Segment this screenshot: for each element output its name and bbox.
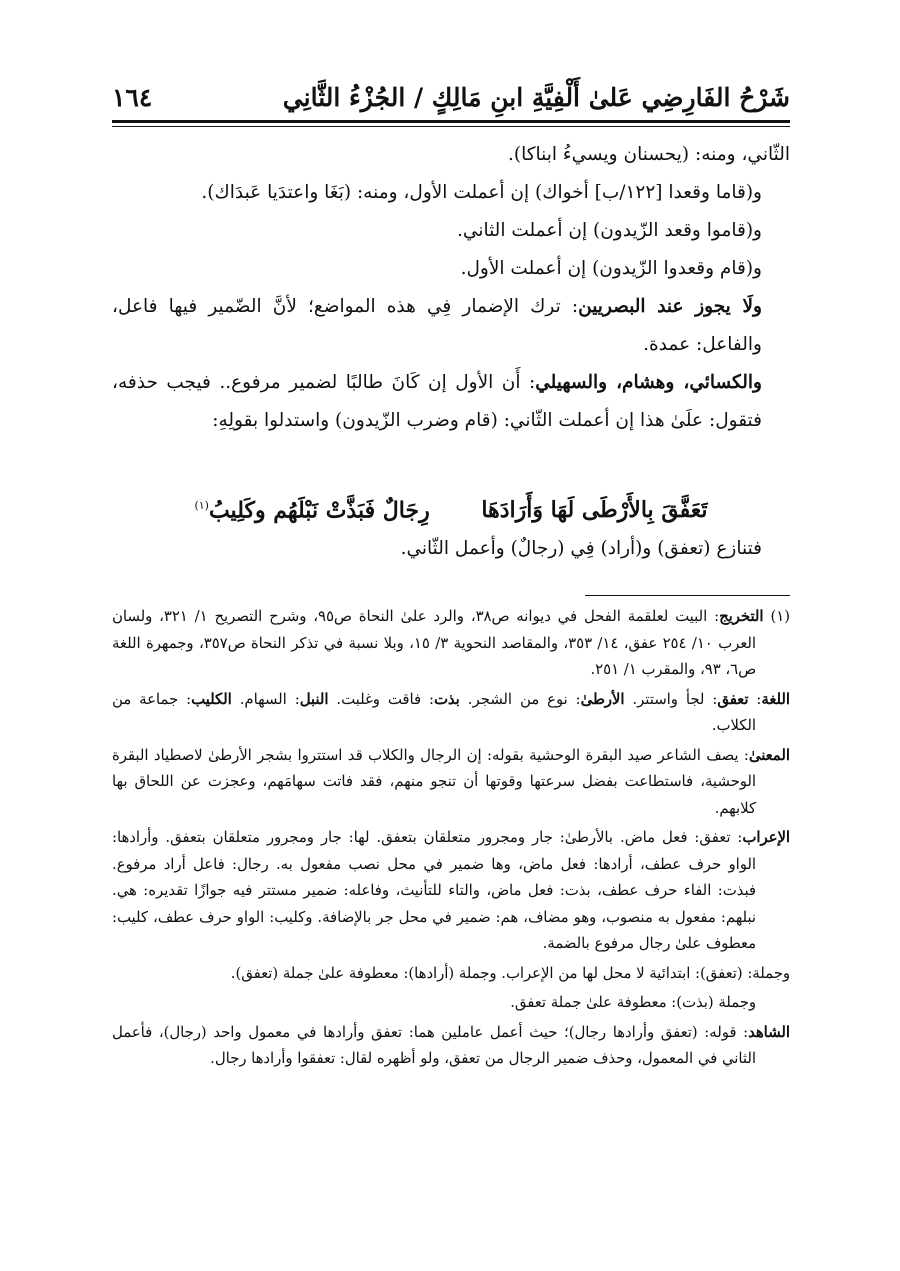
footnote-irab (112, 825, 790, 958)
footnote-text: : تعفق: فعل ماض. بالأرطىٰ: جار ومجرور متعلقان بتعفق. لها: جار ومجرور متعلقان بتعفق. وأرادها: الواو حرف عطف، أرادها: فعل ماض، وها ضمير في محل نصب مفعول به. رجال: فاعل أراد مرفوع. فبذت: الفاء حرف عطف، بذت: فعل ماض، والتاء للتأنيث، وفاعله: ضمير مستتر فيه جوازًا تقديره: هي. نبلهم: مفعول به منصوب، وهو مضاف، هم: ضمير في محل جر بالإضافة. وكليب: الواو حرف عطف، كليب: معطوف علىٰ رجال مرفوع بالضمة. (112, 829, 756, 952)
text-line: و(قاموا وقعد الزّيدون) إن أعملت الثاني. (457, 220, 762, 241)
verse-hemistich-first: تَعَفَّقَ بِالأَرْطَى لَهَا وَأَرَادَهَا (481, 497, 708, 524)
book-title: شَرْحُ الفَارِضِي عَلىٰ أَلْفِيَّةِ ابنِ مَالِكٍ / الجُزْءُ الثَّانِي (282, 83, 790, 112)
gloss-text: : لجأ واستتر. (624, 690, 718, 708)
footnote-number: (١) (770, 608, 790, 625)
footnote-separator (585, 595, 790, 596)
footnote-jumla: وجملة (بذت): معطوفة علىٰ جملة تعفق. (510, 994, 756, 1011)
header-rule-thick (112, 120, 790, 123)
gloss-word: تعفق (717, 690, 749, 708)
footnote-text: : البيت لعلقمة الفحل في ديوانه ص٣٨، والرد علىٰ النحاة ص٩٥، وشرح التصريح ١/ ٣٢١، ولسان العرب ١٠/ ٢٥٤ عفق، ١٤/ ٣٥٣، والمقاصد النحوية ٣/ ١٥، وبلا نسبة في تذكر النحاة ص٣٥٧، وجمهرة اللغة ص٦، ٩٣، والمقرب ١/ ٢٥١. (112, 608, 756, 678)
header-rule-thin (112, 126, 790, 127)
footnote-maana (112, 743, 790, 823)
footnote-label: الشاهد (748, 1023, 790, 1041)
footnotes (112, 604, 790, 1076)
running-header (112, 78, 790, 118)
paragraph-text: : ترك الإضمار فِي هذه المواضع؛ لأنَّ الضّمير فيها فاعل، والفاعل: عمدة. (112, 296, 762, 355)
text-paragraph (112, 364, 790, 440)
footnote-lugha (112, 687, 790, 740)
gloss-word: بذت (433, 690, 460, 708)
bold-lead: ولَا يجوز عند البصريين (578, 296, 762, 317)
footnote-label: اللغة (761, 690, 790, 708)
gloss-text: : فاقت وغلبت. (328, 690, 434, 708)
text-line: و(قام وقعدوا الزّيدون) إن أعملت الأول. (460, 258, 762, 279)
page-number: ١٦٤ (112, 83, 153, 112)
hemistich-text: رِجَالٌ فَبَذَّتْ نَبْلَهُم وكَلِيبُ (208, 497, 430, 524)
footnote-text: : قوله: (تعفق وأرادها رجال)؛ حيث أعمل عاملين هما: تعفق وأرادها في معمول واحد (رجال)، فأعمل الثاني في المعمول، وحذف ضمير الرجال من تعفق، ولو أظهره لقال: تعفقوا وأرادها رجال. (112, 1023, 756, 1067)
paragraph-text: : أَن الأول إن كَانَ طالبًا لضمير مرفوع.. فيجب حذفه، فتقول: علَىٰ هذا إن أعملت الثّاني: (قام وضرب الزّيدون) واستدلوا بقولِهِ: (112, 372, 762, 431)
text-line: الثّاني، ومنه: (يحسنان ويسيءُ ابناكا). (507, 144, 790, 165)
sep: : (748, 690, 762, 708)
text-line: و(قاما وقعدا [١٢٢/ب] أخواك) إن أعملت الأول، ومنه: (بَغَا واعتدَيا عَبدَاك). (201, 182, 762, 203)
after-verse-text (112, 530, 790, 568)
poetry-verse (112, 486, 790, 526)
footnote-label: التخريج (719, 608, 764, 625)
gloss-text: : نوع من الشجر. (459, 690, 581, 708)
footnote-marker: (١) (194, 499, 209, 512)
verse-hemistich-second (194, 486, 429, 530)
footnote-label: الإعراب (742, 829, 790, 846)
gloss-word: الأرطىٰ (580, 690, 625, 708)
main-text (112, 136, 790, 440)
footnote-jumla: وجملة: (تعفق): ابتدائية لا محل لها من الإعراب. وجملة (أرادها): معطوفة علىٰ جملة (تعفق). (230, 964, 790, 982)
footnote-label: المعنىٰ (748, 746, 790, 764)
bold-lead: والكسائي، وهشام، والسهيلي (535, 372, 762, 393)
gloss-text: : جماعة من الكلاب. (112, 690, 756, 734)
text-paragraph (112, 288, 790, 364)
footnote-shahid (112, 1020, 790, 1073)
gloss-word: الكليب (191, 690, 232, 708)
gloss-word: النبل (299, 690, 329, 708)
footnote-takhrij (112, 604, 790, 684)
text-line: فتنازع (تعفق) و(أراد) فِي (رجالٌ) وأعمل الثّاني. (400, 538, 762, 559)
footnote-text: : يصف الشاعر صيد البقرة الوحشية بقوله: إن الرجال والكلاب قد استتروا بشجر الأرطىٰ لاصطياد البقرة الوحشية، فاستطاعت بفضل سرعتها وقوتها أن تنجو منهم، فقد فاتت سهامَهم، وعجزت عن اللحاق بها كلابهم. (112, 746, 756, 817)
gloss-text: : السهام. (231, 690, 300, 708)
